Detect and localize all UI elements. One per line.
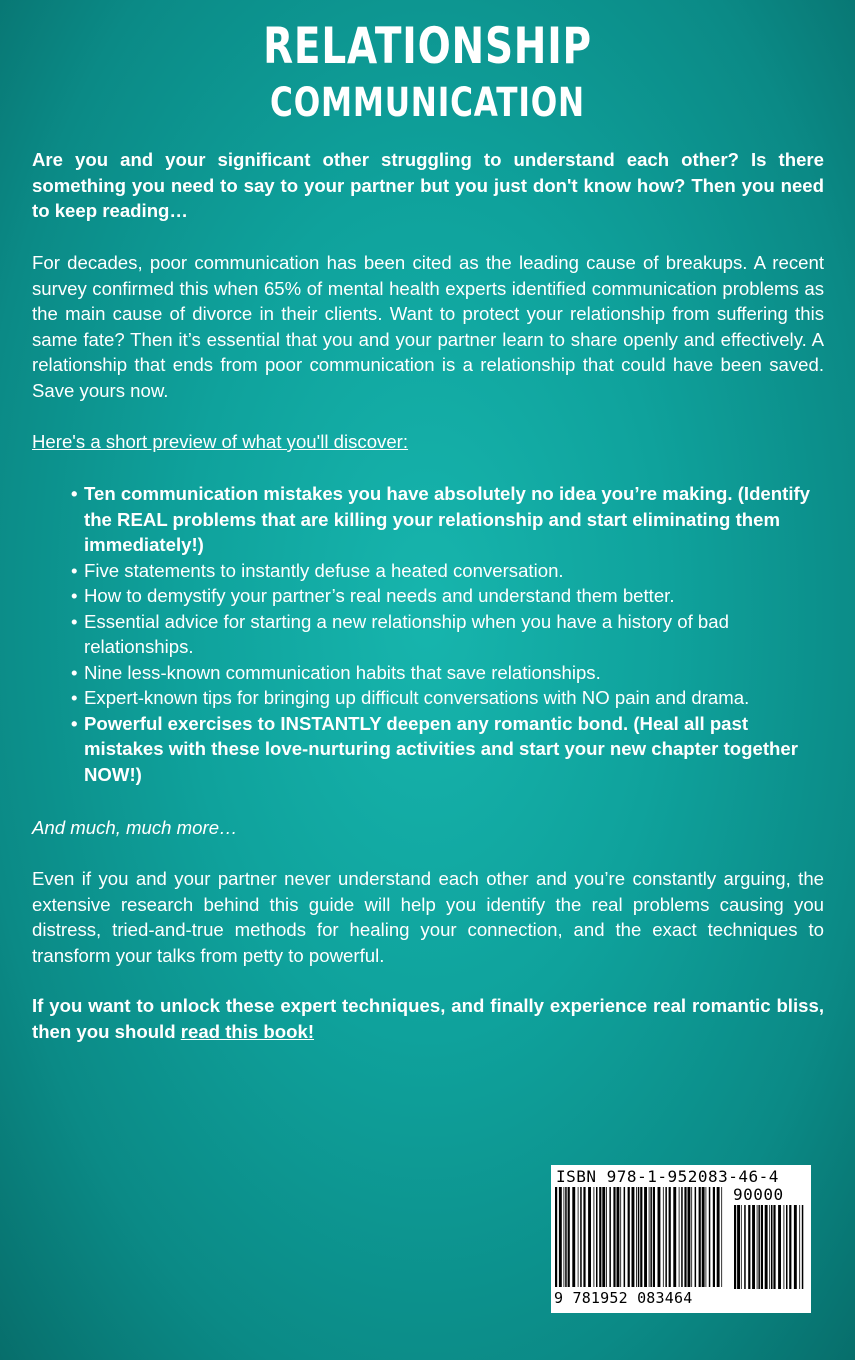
barcode-bar xyxy=(741,1205,742,1289)
barcode-bar xyxy=(702,1187,705,1287)
barcode-bar xyxy=(624,1187,626,1287)
barcode-bar xyxy=(583,1187,585,1287)
barcode-bar xyxy=(786,1205,788,1289)
closing-paragraph: If you want to unlock these expert techniques, and finally experience real romantic bliss, then you should read this book! xyxy=(32,995,824,1042)
barcode-bar xyxy=(638,1187,640,1287)
list-item: • Nine less-known communication habits that save relationships. xyxy=(71,661,601,683)
barcode-bar xyxy=(636,1187,637,1287)
barcode-bar xyxy=(699,1187,701,1287)
barcode-bar xyxy=(599,1187,601,1287)
barcode-bar xyxy=(658,1187,661,1287)
barcode-bar xyxy=(713,1187,715,1287)
list-item: • Five statements to instantly defuse a heated conversation. xyxy=(71,559,564,581)
barcode-bar xyxy=(617,1187,620,1287)
barcode-bar xyxy=(765,1205,768,1289)
list-item: • Powerful exercises to INSTANTLY deepen any romantic bond. (Heal all past mistakes with these love-nurturing activities and start your new chapter together NOW!) xyxy=(71,712,798,785)
barcode-bar xyxy=(771,1205,773,1289)
barcode-bar xyxy=(769,1205,770,1289)
preview-list xyxy=(71,481,811,787)
barcode-bar xyxy=(628,1187,630,1287)
title-line-2: COMMUNICATION xyxy=(270,80,585,126)
barcode-bar xyxy=(688,1187,691,1287)
barcode-bar xyxy=(588,1187,591,1287)
barcode-bar xyxy=(580,1187,582,1287)
barcode-bar xyxy=(669,1187,671,1287)
barcode-bar xyxy=(802,1205,804,1289)
barcode-bar xyxy=(709,1187,711,1287)
barcode-bar xyxy=(748,1205,750,1289)
barcode-bar xyxy=(649,1187,650,1287)
barcode-bar xyxy=(653,1187,655,1287)
barcode-bar xyxy=(578,1187,579,1287)
barcode-bar xyxy=(596,1187,598,1287)
barcode-bar xyxy=(606,1187,607,1287)
barcode-bar xyxy=(679,1187,680,1287)
barcode-bar xyxy=(778,1205,781,1289)
preview-heading: Here's a short preview of what you'll discover: xyxy=(32,431,409,452)
barcode-bar xyxy=(757,1205,758,1289)
barcode-bar xyxy=(717,1187,720,1287)
intro-paragraph: Are you and your significant other struggling to understand each other? Is there something you need to say to your partner but you just don't know how? Then you need to keep reading… xyxy=(32,149,824,221)
price-addon-label: 90000 xyxy=(733,1185,784,1204)
and-more-text: And much, much more… xyxy=(32,817,238,838)
barcode-bar xyxy=(568,1187,570,1287)
barcode-bar xyxy=(640,1187,642,1287)
barcode-digits: 9 781952 083464 xyxy=(554,1289,693,1307)
barcode-bar xyxy=(559,1187,562,1287)
barcode-bar xyxy=(613,1187,615,1287)
list-item: • How to demystify your partner’s real needs and understand them better. xyxy=(71,585,675,606)
addon-barcode-bars xyxy=(733,1205,805,1289)
barcode-bar xyxy=(721,1187,722,1287)
body-paragraph-2: Even if you and your partner never understand each other and you’re constantly arguing, the extensive research behind this guide will help you identify the real problems causing you distress, tried-and-true methods for healing your connection, and the exact techniques to transform your talks from petty to powerful. xyxy=(32,868,824,966)
read-this-book-link[interactable]: read this book! xyxy=(180,1020,315,1042)
barcode-bar xyxy=(799,1205,800,1289)
barcode-bar xyxy=(602,1187,605,1287)
barcode-bars xyxy=(554,1187,724,1287)
barcode-bar xyxy=(789,1205,791,1289)
barcode-bar xyxy=(684,1187,686,1287)
list-item: • Essential advice for starting a new relationship when you have a history of bad relationships. xyxy=(71,610,729,657)
list-item: • Ten communication mistakes you have absolutely no idea you’re making. (Identify the REAL problems that are killing your relationship and start eliminating them immediately!) xyxy=(71,483,811,555)
barcode-bar xyxy=(794,1205,797,1289)
isbn-barcode xyxy=(551,1165,811,1313)
barcode-bar xyxy=(665,1187,667,1287)
barcode-bar xyxy=(594,1187,595,1287)
barcode-bar xyxy=(734,1205,736,1289)
barcode-bar xyxy=(663,1187,664,1287)
title-line-1: RELATIONSHIP xyxy=(263,17,592,75)
barcode-bar xyxy=(752,1205,755,1289)
barcode-bar xyxy=(572,1187,575,1287)
list-item: • Expert-known tips for bringing up difficult conversations with NO pain and drama. xyxy=(71,687,750,708)
barcode-bar xyxy=(681,1187,683,1287)
barcode-bar xyxy=(632,1187,635,1287)
barcode-bar xyxy=(773,1205,775,1289)
barcode-bar xyxy=(620,1187,621,1287)
barcode-bar xyxy=(650,1187,652,1287)
barcode-bar xyxy=(706,1187,707,1287)
barcode-bar xyxy=(564,1187,565,1287)
barcode-bar xyxy=(695,1187,697,1287)
barcode-bar xyxy=(744,1205,746,1289)
barcode-bar xyxy=(644,1187,647,1287)
barcode-bar xyxy=(758,1205,760,1289)
barcode-bar xyxy=(609,1187,611,1287)
barcode-bar xyxy=(691,1187,692,1287)
barcode-bar xyxy=(565,1187,567,1287)
barcode-bar xyxy=(784,1205,785,1289)
isbn-label: ISBN 978-1-952083-46-4 xyxy=(556,1167,779,1186)
barcode-bar xyxy=(673,1187,676,1287)
barcode-bar xyxy=(737,1205,740,1289)
body-paragraph-1: For decades, poor communication has been cited as the leading cause of breakups. A recent survey confirmed this when 65% of mental health experts identified communication problems as the main cause of divorce in their clients. Want to protect your relationship from suffering this same fate? Then it’s essential that you and your partner learn to share openly and effectively. A relationship that ends from poor communication is a relationship that could have been saved. Save yours now. xyxy=(32,252,824,401)
barcode-bar xyxy=(761,1205,763,1289)
barcode-bar xyxy=(555,1187,557,1287)
